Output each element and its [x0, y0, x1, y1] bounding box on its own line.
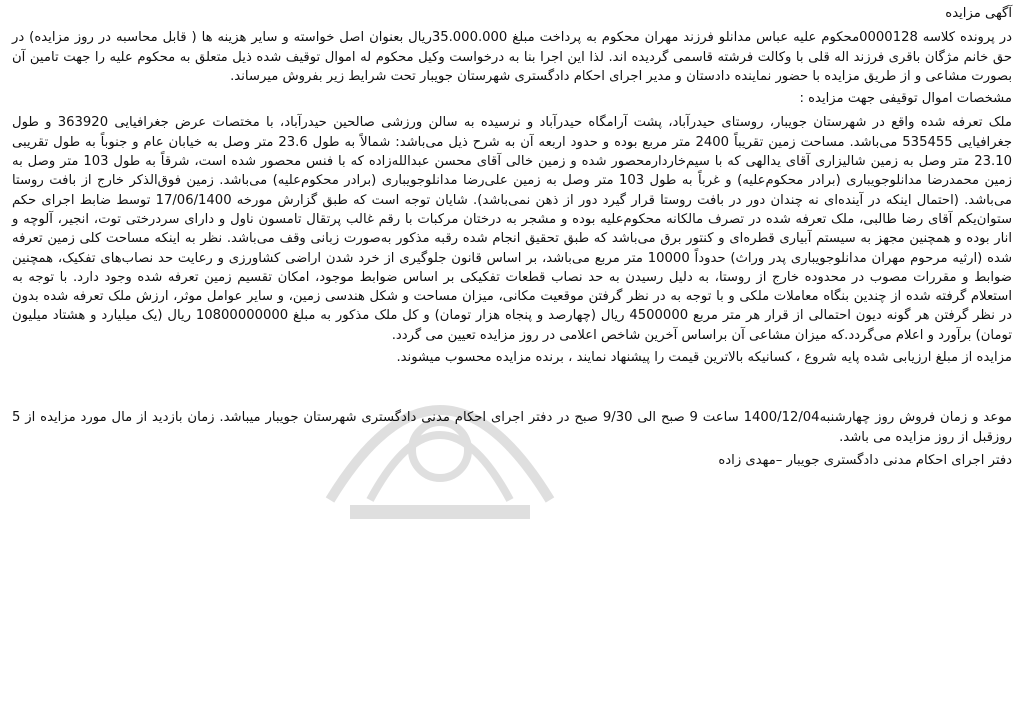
signature-line: دفتر اجرای احکام مدنی دادگستری جویبار –مهدی زاده — [718, 452, 1012, 468]
notice-title: آگهی مزایده — [945, 6, 1012, 21]
intro-paragraph: در پرونده کلاسه 0000128محکوم علیه عباس مدانلو فرزند مهران محکوم به پرداخت مبلغ 35.000.000ریال بعنوان اصل خواسته و سایر هزینه ها ( قابل محاسبه در روز مزایده) در حق خانم مژگان باقری فرزند اله قلی با وکالت فرشته قاسمی گردیده اند. لذا این اجرا بنا به درخواست وکیل محکوم له اموال توقیف شده ذیل متعلق به محکوم علیه را جهت تامین آن بصورت مشاعی و از طریق مزایده با حضور نماینده دادستان و مدیر اجرای احکام دادگستری شهرستان جویبار تحت شرایط زیر بفروش میرساند. — [12, 30, 1012, 84]
property-specs-paragraph: ملک تعرفه شده واقع در شهرستان جویبار، روستای حیدرآباد، پشت آرامگاه حیدرآباد و نرسیده به سالن ورزشی صالحین حیدرآباد، با مختصات عرض جغرافیایی 363920 و طول جغرافیایی 535455 می‌باشد. مساحت زمین تقریباً 2400 متر مربع بوده و حدود اربعه آن به شرح ذیل می‌باشد: شمالاً به طول 23.6 متر وصل به خیابان عام و جنوباً به طول تقریبی 23.10 متر وصل به زمین شالیزاری آقای یدالهی که با سیم‌خاردارمحصور شده و زمین خالی آقای محسن عبدالله‌زاده که با فنس محصور شده است، شرقاً به طول 103 متر وصل به زمین محمدرضا مدانلوجویباری (برادر محکوم‌علیه) و غرباً به طول 103 متر وصل به زمین علی‌رضا مدانلوجویباری (برادر محکوم‌علیه) می‌باشد. زمین فوق‌الذکر خارج از بافت روستا می‌باشد. (احتمال اینکه در آینده‌ای نه چندان دور در بافت روستا قرار گیرد دور از ذهن نمی‌باشد). شایان توجه است که طبق گزارش مورخه 17/06/1400 توسط ضابط اجرای حکم ستوان‌یکم آقای رضا طالبی، ملک تعرفه شده در تصرف مالکانه محکوم‌علیه بوده و مشجر به درختان مرکبات با رقم غالب پرتقال تامسون ناول و دارای سردرختی توت، انجیر، آلوچه و انار بوده و همچنین مجهز به سیستم آبیاری قطره‌ای و کنتور برق می‌باشد که طبق تحقیق انجام شده رقبه مذکور به‌صورت زبانی وقف می‌باشد. نظر به اینکه مساحت کلی زمین تعرفه شده (ارثیه مرحوم مهران مدانلوجویباری پدر وراث) حدوداً 10000 متر مربع می‌باشد، بر اساس قانون جلوگیری از خرد شدن اراضی کشاورزی و رعایت حد نصاب‌های تفکیک، همچنین ضوابط و مقررات مصوب در محدوده خارج از روستا، به دلیل رسیدن به حد نصاب قطعات تفکیکی بر اساس ضوابط موجود، امکان تقسیم زمین تعرفه شده وجود دارد. با توجه به استعلام گرفته شده از چندین بنگاه معاملات ملکی و با توجه به در نظر گرفتن موقعیت مکانی، میزان مساحت و شکل هندسی زمین، و سایر عوامل موثر، ارزش ملک تعرفه شده بدون در نظر گرفتن هر گونه دیون احتمالی از قرار هر متر مربع 4500000 ریال (چهارصد و پنجاه هزار تومان) و کل ملک مذکور به مبلغ 10800000000 ریال (یک میلیارد و هشتاد میلیون تومان) برآورد و اعلام می‌گردد.که میزان مشاعی آن براساس آخرین شاخص اعلامی در روز مزایده تعیین می گردد. — [12, 115, 1012, 343]
auction-rule-paragraph: مزایده از مبلغ ارزیابی شده پایه شروع ، کسانیکه بالاترین قیمت را پیشنهاد نمایند ، برنده مزایده محسوب میشوند. — [396, 350, 1012, 366]
schedule-paragraph: موعد و زمان فروش روز چهارشنبه1400/12/04 ساعت 9 صبح الی 9/30 صبح در دفتر اجرای احکام مدنی دادگستری شهرستان جویبار میباشد. زمان بازدید از مال مورد مزایده از 5 روزقبل از روز مزایده می باشد. — [12, 410, 1012, 445]
specs-heading: مشخصات اموال توقیفی جهت مزایده : — [799, 91, 1012, 107]
auction-notice — [12, 4, 1012, 710]
blank-gap — [12, 370, 1012, 408]
